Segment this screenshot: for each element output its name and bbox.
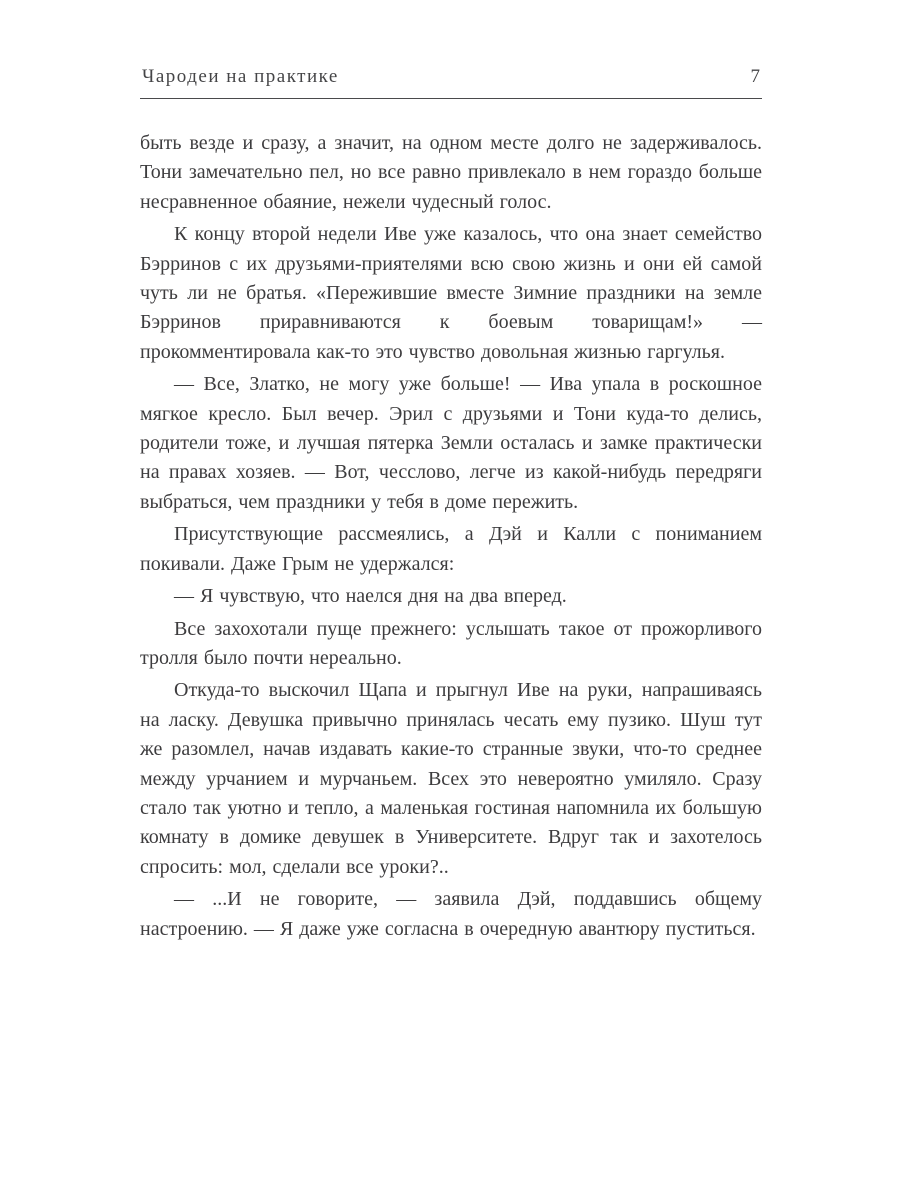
running-title: Чародеи на практике xyxy=(142,66,339,87)
page-number: 7 xyxy=(750,66,760,87)
page-header xyxy=(140,66,762,98)
page-body xyxy=(140,129,762,944)
paragraph: быть везде и сразу, а значит, на одном месте долго не задерживалось. Тони замечательно пел, но все равно привлекало в нем гораздо больше несравненное обаяние, нежели чудесный голос. xyxy=(140,132,762,213)
paragraph: — ...И не говорите, — заявила Дэй, поддавшись общему настроению. — Я даже уже согласна в очередную авантюру пуститься. xyxy=(140,888,762,940)
paragraph: — Я чувствую, что наелся дня на два вперед. xyxy=(174,585,567,608)
paragraph: Все захохотали пуще прежнего: услышать такое от прожорливого тролля было почти нереально. xyxy=(140,617,762,669)
paragraph: — Все, Златко, не могу уже больше! — Ива упала в роскошное мягкое кресло. Был вечер. Эрил с друзьями и Тони куда-то делись, родители тоже, и лучшая пятерка Земли осталась и замке практически на правах хозяев. — Вот, чесслово, легче из какой-нибудь передряги выбраться, чем праздники у тебя в доме пережить. xyxy=(140,373,762,513)
paragraph: Откуда-то выскочил Щапа и прыгнул Иве на руки, напрашиваясь на ласку. Девушка привычно принялась чесать ему пузико. Шуш тут же разомлел, начав издавать какие-то странные звуки, что-то среднее между урчанием и мурчаньем. Всех это невероятно умиляло. Сразу стало так уютно и тепло, а маленькая гостиная напомнила их большую комнату в домике девушек в Университете. Вдруг так и захотелось спросить: мол, сделали все уроки?.. xyxy=(140,679,762,878)
paragraph: К концу второй недели Иве уже казалось, что она знает семейство Бэрринов с их друзьями-приятелями всю свою жизнь и они ей самой чуть ли не братья. «Пережившие вместе Зимние праздники на земле Бэрринов приравниваются к боевым товарищам!» — прокомментировала как-то это чувство довольная жизнью гаргулья. xyxy=(140,223,762,363)
paragraph: Присутствующие рассмеялись, а Дэй и Калли с пониманием покивали. Даже Грым не удержался: xyxy=(140,523,762,575)
header-rule xyxy=(140,98,762,99)
